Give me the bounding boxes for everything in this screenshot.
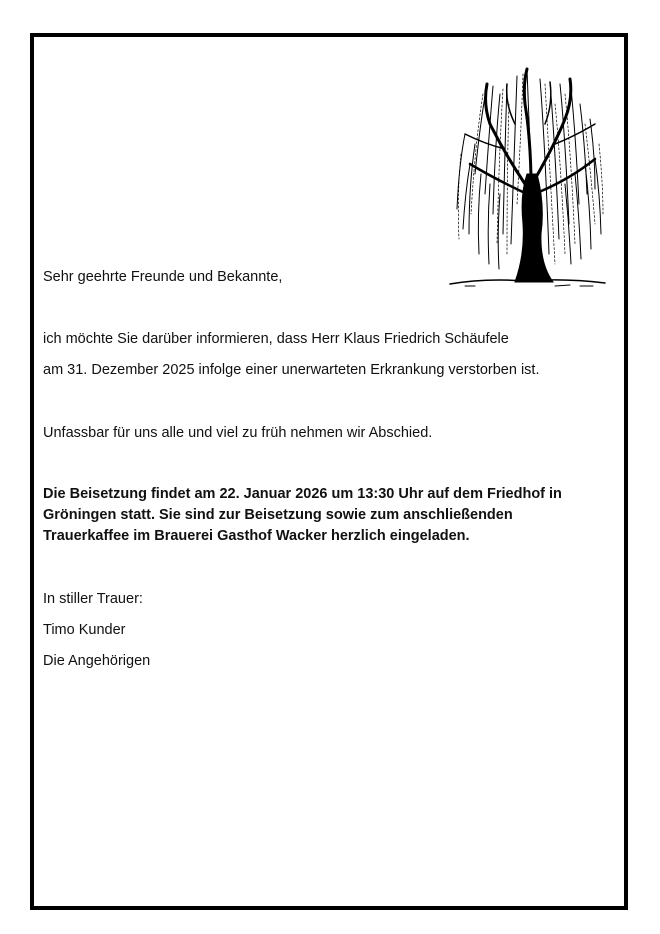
- greeting: Sehr geehrte Freunde und Bekannte,: [43, 269, 283, 285]
- signer-2: Die Angehörigen: [43, 653, 151, 669]
- funeral-line-2: Gröningen statt. Sie sind zur Beisetzung sowie zum anschließenden: [43, 507, 513, 523]
- weeping-willow-tree-icon: [445, 64, 610, 290]
- body-line-2: am 31. Dezember 2025 infolge einer unerwarteten Erkrankung verstorben ist.: [43, 362, 540, 378]
- body-line-3: Unfassbar für uns alle und viel zu früh nehmen wir Abschied.: [43, 425, 433, 441]
- funeral-line-3: Trauerkaffee im Brauerei Gasthof Wacker herzlich eingeladen.: [43, 528, 470, 544]
- signer-1: Timo Kunder: [43, 622, 126, 638]
- funeral-line-1: Die Beisetzung findet am 22. Januar 2026 um 13:30 Uhr auf dem Friedhof in: [43, 486, 562, 502]
- closing: In stiller Trauer:: [43, 591, 143, 607]
- body-line-1: ich möchte Sie darüber informieren, dass Herr Klaus Friedrich Schäufele: [43, 331, 509, 347]
